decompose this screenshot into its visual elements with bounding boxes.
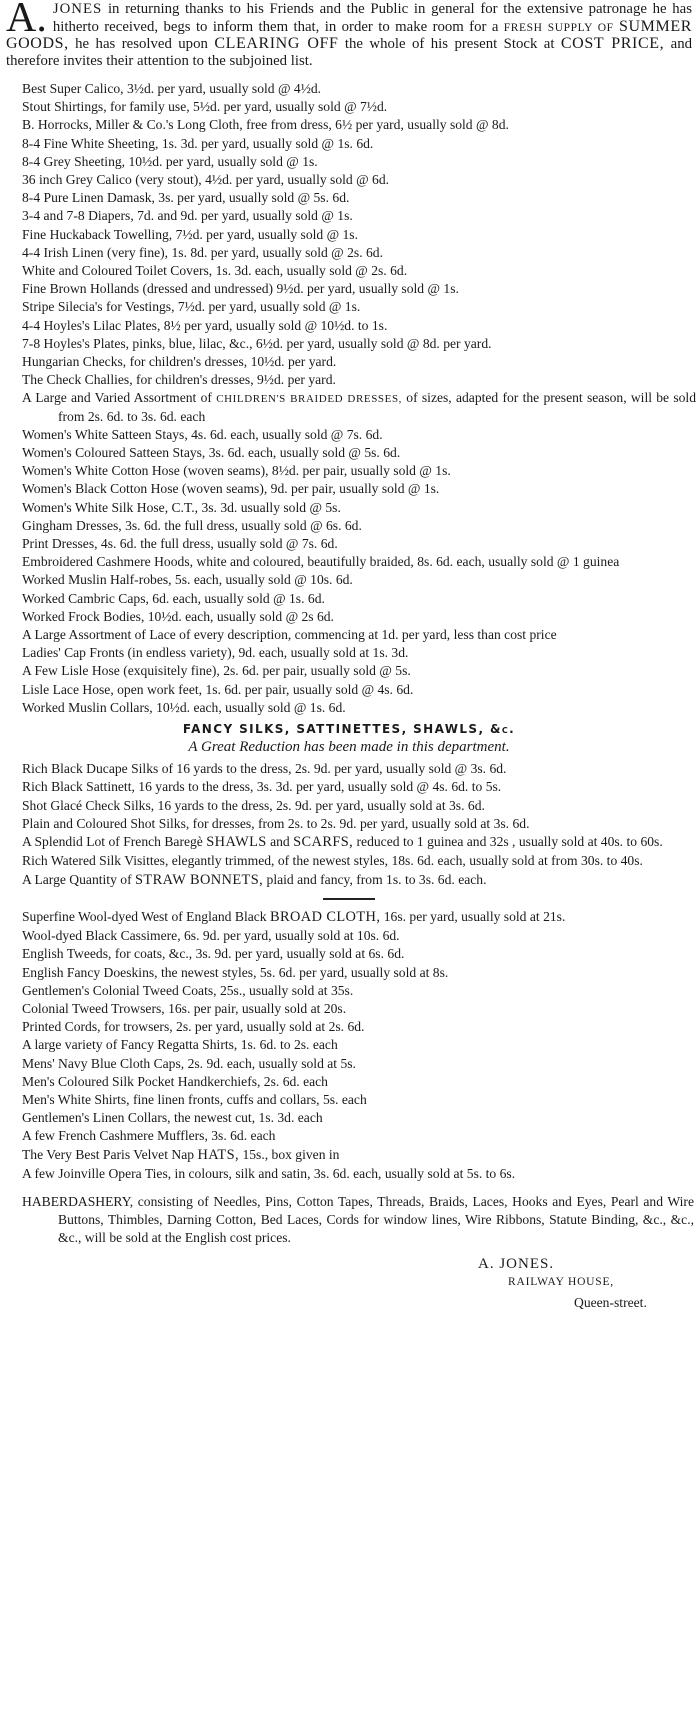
list-item: Wool-dyed Black Cassimere, 6s. 9d. per yard, usually sold at 10s. 6d. — [22, 928, 400, 944]
list-item: English Tweeds, for coats, &c., 3s. 9d. per yard, usually sold at 6s. 6d. — [22, 946, 405, 962]
intro-text-4: and therefore invites their attention to the subjoined list. — [6, 36, 693, 70]
intro-text-3: the whole of his present Stock at — [344, 36, 555, 53]
list-item: 3-4 and 7-8 Diapers, 7d. and 9d. per yard, usually sold @ 1s. — [22, 208, 353, 224]
list-item: 7-8 Hoyles's Plates, pinks, blue, lilac, &c., 6½d. per yard, usually sold @ 8d. per yard. — [22, 335, 492, 351]
list-item — [22, 908, 696, 927]
list-item: Women's Black Cotton Hose (woven seams), 9d. per pair, usually sold @ 1s. — [22, 481, 440, 497]
scarfs-caps: SCARFS, — [293, 834, 354, 851]
shawls-mid: and — [270, 834, 290, 850]
list-group-mens — [0, 927, 698, 1145]
list-item: Women's White Satteen Stays, 4s. 6d. each, usually sold @ 7s. 6d. — [22, 426, 383, 442]
list-item: A Large Assortment of Lace of every description, commencing at 1d. per yard, less than cost price — [22, 627, 557, 643]
list-item: Shot Glacé Check Silks, 16 yards to the dress, 2s. 9d. per yard, usually sold at 3s. 6d. — [22, 797, 485, 813]
intro-paragraph — [6, 0, 692, 70]
list-item: Rich Black Sattinett, 16 yards to the dress, 3s. 3d. per yard, usually sold @ 4s. 6d. to 5s. — [22, 779, 502, 795]
braided-smallcaps: CHILDREN'S BRAIDED DRESSES, — [216, 393, 403, 406]
bonnets-pre: A Large Quantity of — [22, 871, 132, 887]
summer-goods: SUMMER GOODS, — [6, 17, 692, 53]
clearing-off: CLEARING OFF — [214, 35, 339, 53]
list-group-silks — [0, 760, 698, 833]
list-item: 4-4 Hoyles's Lilac Plates, 8½ per yard, usually sold @ 10½d. to 1s. — [22, 317, 388, 333]
list-item: Fine Huckaback Towelling, 7½d. per yard, usually sold @ 1s. — [22, 226, 359, 242]
list-group-drapery — [0, 80, 698, 389]
fresh-supply: FRESH SUPPLY OF — [503, 21, 614, 34]
list-item: Men's White Shirts, fine linen fronts, cuffs and collars, 5s. each — [22, 1091, 367, 1107]
list-item: Women's Coloured Satteen Stays, 3s. 6d. each, usually sold @ 5s. 6d. — [22, 445, 401, 460]
list-item: A few Joinville Opera Ties, in colours, silk and satin, 3s. 6d. each, usually sold at 5s. to 6s. — [22, 1165, 516, 1181]
haberdashery-caps: HABERDASHERY, — [22, 1194, 134, 1210]
list-item: Worked Cambric Caps, 6d. each, usually sold @ 1s. 6d. — [22, 590, 325, 606]
list-item: Hungarian Checks, for children's dresses, 10½d. per yard. — [22, 353, 337, 369]
intro-text-1: in returning thanks to his Friends and the Public in general for the extensive patronage he has hitherto received, begs to inform them that, in order to make room for a — [52, 1, 692, 35]
list-item: Mens' Navy Blue Cloth Caps, 2s. 9d. each, usually sold at 5s. — [22, 1055, 356, 1071]
signature-name: A. JONES. — [478, 1255, 555, 1272]
list-item: A few French Cashmere Mufflers, 3s. 6d. each — [22, 1128, 276, 1144]
list-item: 8-4 Fine White Sheeting, 1s. 3d. per yard, usually sold @ 1s. 6d. — [22, 135, 374, 151]
list-item: White and Coloured Toilet Covers, 1s. 3d. each, usually sold @ 2s. 6d. — [22, 262, 408, 278]
bonnets-caps: STRAW BONNETS, — [135, 871, 264, 888]
list-item: Gentlemen's Colonial Tweed Coats, 25s., usually sold at 35s. — [22, 982, 354, 998]
list-item: Gingham Dresses, 3s. 6d. the full dress, usually sold @ 6s. 6d. — [22, 517, 362, 533]
price-list — [0, 80, 698, 1324]
list-item: Worked Frock Bodies, 10½d. each, usually sold @ 2s 6d. — [22, 608, 334, 624]
intro-text-2: he has resolved upon — [75, 36, 208, 53]
list-item — [22, 389, 696, 425]
list-item: Stripe Silecia's for Vestings, 7½d. per yard, usually sold @ 1s. — [22, 299, 361, 315]
list-item — [22, 871, 696, 890]
list-item: A Few Lisle Hose (exquisitely fine), 2s. 6d. per pair, usually sold @ 5s. — [22, 663, 411, 679]
list-item: Print Dresses, 4s. 6d. the full dress, usually sold @ 7s. 6d. — [22, 536, 338, 552]
list-item: Worked Muslin Half-robes, 5s. each, usually sold @ 10s. 6d. — [22, 572, 353, 588]
list-item: 8-4 Pure Linen Damask, 3s. per yard, usually sold @ 5s. 6d. — [22, 190, 350, 206]
list-item: 4-4 Irish Linen (very fine), 1s. 8d. per yard, usually sold @ 2s. 6d. — [22, 244, 383, 260]
section-divider — [323, 898, 375, 900]
list-item: Plain and Coloured Shot Silks, for dresses, from 2s. to 2s. 9d. per yard, usually sold at 3s. 6d. — [22, 815, 530, 831]
list-item: English Fancy Doeskins, the newest styles, 5s. 6d. per yard, usually sold at 8s. — [22, 964, 449, 980]
list-item: Gentlemen's Linen Collars, the newest cut, 1s. 3d. each — [22, 1110, 323, 1126]
broadcloth-caps: BROAD CLOTH, — [270, 908, 381, 925]
list-item: Rich Black Ducape Silks of 16 yards to the dress, 2s. 9d. per yard, usually sold @ 3s. 6d. — [22, 761, 507, 777]
list-item: Women's White Cotton Hose (woven seams), 8½d. per pair, usually sold @ 1s. — [22, 463, 451, 479]
cost-price: COST PRICE, — [560, 35, 665, 53]
braided-post: of sizes, adapted for the present season, will be sold from 2s. 6d. to 3s. 6d. each — [58, 390, 697, 424]
shawls-pre: A Splendid Lot of French Baregè — [22, 834, 203, 850]
list-item: Rich Watered Silk Visittes, elegantly trimmed, of the newest styles, 18s. 6d. each, usually sold at from 30s. to 40s. — [22, 853, 643, 869]
list-item: Women's White Silk Hose, C.T., 3s. 3d. usually sold @ 5s. — [22, 499, 341, 515]
shawls-post: reduced to 1 guinea and 32s , usually sold at 40s. to 60s. — [356, 834, 663, 850]
merchant-name: JONES — [52, 1, 103, 17]
hats-caps: HATS, — [197, 1146, 240, 1163]
section-subheading: A Great Reduction has been made in this department. — [188, 739, 510, 756]
list-item — [22, 833, 696, 852]
list-item: B. Horrocks, Miller & Co.'s Long Cloth, free from dress, 6½ per yard, usually sold @ 8d. — [22, 117, 509, 133]
broadcloth-pre: Superfine Wool-dyed West of England Black — [22, 908, 267, 924]
drop-cap: A. — [6, 0, 47, 41]
list-item: 8-4 Grey Sheeting, 10½d. per yard, usually sold @ 1s. — [22, 153, 318, 169]
list-item — [22, 1146, 696, 1165]
signature-block — [0, 1254, 698, 1324]
hats-post: 15s., box given in — [242, 1146, 340, 1162]
list-item: Ladies' Cap Fronts (in endless variety), 9d. each, usually sold at 1s. 3d. — [22, 645, 409, 661]
section-heading: FANCY SILKS, SATTINETTES, SHAWLS, &c. — [182, 722, 516, 737]
list-item: Embroidered Cashmere Hoods, white and coloured, beautifully braided, 8s. 6d. each, usually sold @ 1 guinea — [22, 554, 620, 570]
list-item: Best Super Calico, 3½d. per yard, usually sold @ 4½d. — [22, 80, 322, 96]
shawls-caps: SHAWLS — [206, 834, 267, 851]
broadcloth-post: 16s. per yard, usually sold at 21s. — [383, 908, 566, 924]
signature-house: RAILWAY HOUSE, — [508, 1275, 614, 1288]
list-item: Printed Cords, for trowsers, 2s. per yard, usually sold at 2s. 6d. — [22, 1019, 365, 1035]
list-item: Fine Brown Hollands (dressed and undressed) 9½d. per yard, usually sold @ 1s. — [22, 281, 459, 297]
list-item: Lisle Lace Hose, open work feet, 1s. 6d. per pair, usually sold @ 4s. 6d. — [22, 681, 414, 697]
list-group-ladies — [0, 426, 698, 717]
list-item: 36 inch Grey Calico (very stout), 4½d. per yard, usually sold @ 6d. — [22, 171, 390, 187]
list-item: Worked Muslin Collars, 10½d. each, usually sold @ 1s. 6d. — [22, 699, 346, 715]
haberdashery-paragraph — [22, 1193, 694, 1248]
list-item: Colonial Tweed Trowsers, 16s. per pair, usually sold at 20s. — [22, 1000, 347, 1016]
list-item: Stout Shirtings, for family use, 5½d. per yard, usually sold @ 7½d. — [22, 99, 388, 115]
signature-street: Queen-street. — [574, 1294, 647, 1310]
list-item: A large variety of Fancy Regatta Shirts, 1s. 6d. to 2s. each — [22, 1037, 338, 1053]
list-item: Men's Coloured Silk Pocket Handkerchiefs, 2s. 6d. each — [22, 1073, 328, 1089]
braided-pre: A Large and Varied Assortment of — [22, 390, 212, 406]
bonnets-post: plaid and fancy, from 1s. to 3s. 6d. each. — [266, 871, 487, 887]
haberdashery-text: consisting of Needles, Pins, Cotton Tapes, Threads, Braids, Laces, Hooks and Eyes, Pearl and Wire Buttons, Thimbles, Darning Cotton, Bed Laces, Cords for window lines, Wire Ribbons, Statute Binding, &c., &c., &c., will be sold at the English cost prices. — [58, 1194, 694, 1246]
hats-pre: The Very Best Paris Velvet Nap — [22, 1146, 195, 1162]
list-item: The Check Challies, for children's dresses, 9½d. per yard. — [22, 372, 336, 388]
